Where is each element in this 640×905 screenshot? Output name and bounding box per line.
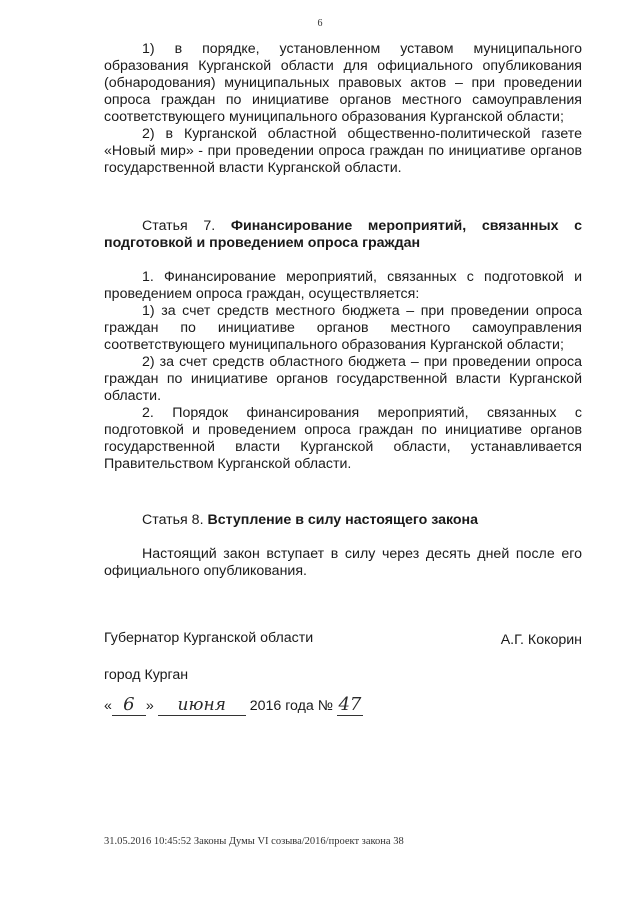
- clause-2: 2) в Курганской областной общественно-политической газете «Новый мир» - при проведении опроса граждан по инициативе органов государственной власти Курганской области.: [104, 126, 582, 176]
- article-7-para-4: 2. Порядок финансирования мероприятий, связанных с подготовкой и проведением опроса граждан по инициативе органов государственной власти Курганской области, устанавливается Правительством Курганской области.: [104, 405, 582, 472]
- article-7-para-1: 1. Финансирование мероприятий, связанных с подготовкой и проведением опроса граждан, осуществляется:: [104, 269, 582, 302]
- article-8-title: Вступление в силу настоящего закона: [207, 512, 478, 528]
- quote-close: »: [145, 698, 154, 714]
- article-8-label: Статья 8.: [142, 512, 204, 528]
- article-8-body: [104, 546, 582, 580]
- city: город Курган: [104, 667, 189, 683]
- publication-clauses: [104, 41, 582, 177]
- article-7-para-3: 2) за счет средств областного бюджета – при проведении опроса граждан по инициативе органов государственной власти Курганской области.: [104, 354, 582, 404]
- article-7-body: [104, 269, 582, 473]
- signatory-position: Губернатор Курганской области: [104, 630, 314, 646]
- handwritten-number: 47: [338, 694, 362, 715]
- page-number: 6: [317, 18, 323, 29]
- date-line: [104, 694, 363, 716]
- article-7-heading: [104, 218, 582, 252]
- handwritten-month: июня: [158, 695, 246, 716]
- signatory-name: А.Г. Кокорин: [500, 632, 582, 648]
- quote-open: «: [104, 698, 112, 714]
- clause-1: 1) в порядке, установленном уставом муниципального образования Курганской области для официального опубликования (обнародования) муниципальных правовых актов – при проведении опроса граждан по инициативе органов местного самоуправления соответствующего муниципального образования Курганской области;: [104, 41, 582, 125]
- handwritten-day: 6: [112, 694, 146, 716]
- article-7-title: Финансирование мероприятий, связанных с подготовкой и проведением опроса граждан: [104, 218, 582, 251]
- article-7-para-2: 1) за счет средств местного бюджета – при проведении опроса граждан по инициативе органов местного самоуправления соответствующего муниципального образования Курганской области;: [104, 303, 582, 353]
- file-path-footer: 31.05.2016 10:45:52 Законы Думы VI созыва/2016/проект закона 38: [104, 836, 404, 847]
- year-text: 2016 года №: [249, 698, 333, 714]
- article-7-label: Статья 7.: [142, 218, 216, 234]
- article-8-heading: [104, 512, 582, 529]
- article-8-para-1: Настоящий закон вступает в силу через десять дней после его официального опубликования.: [104, 546, 582, 579]
